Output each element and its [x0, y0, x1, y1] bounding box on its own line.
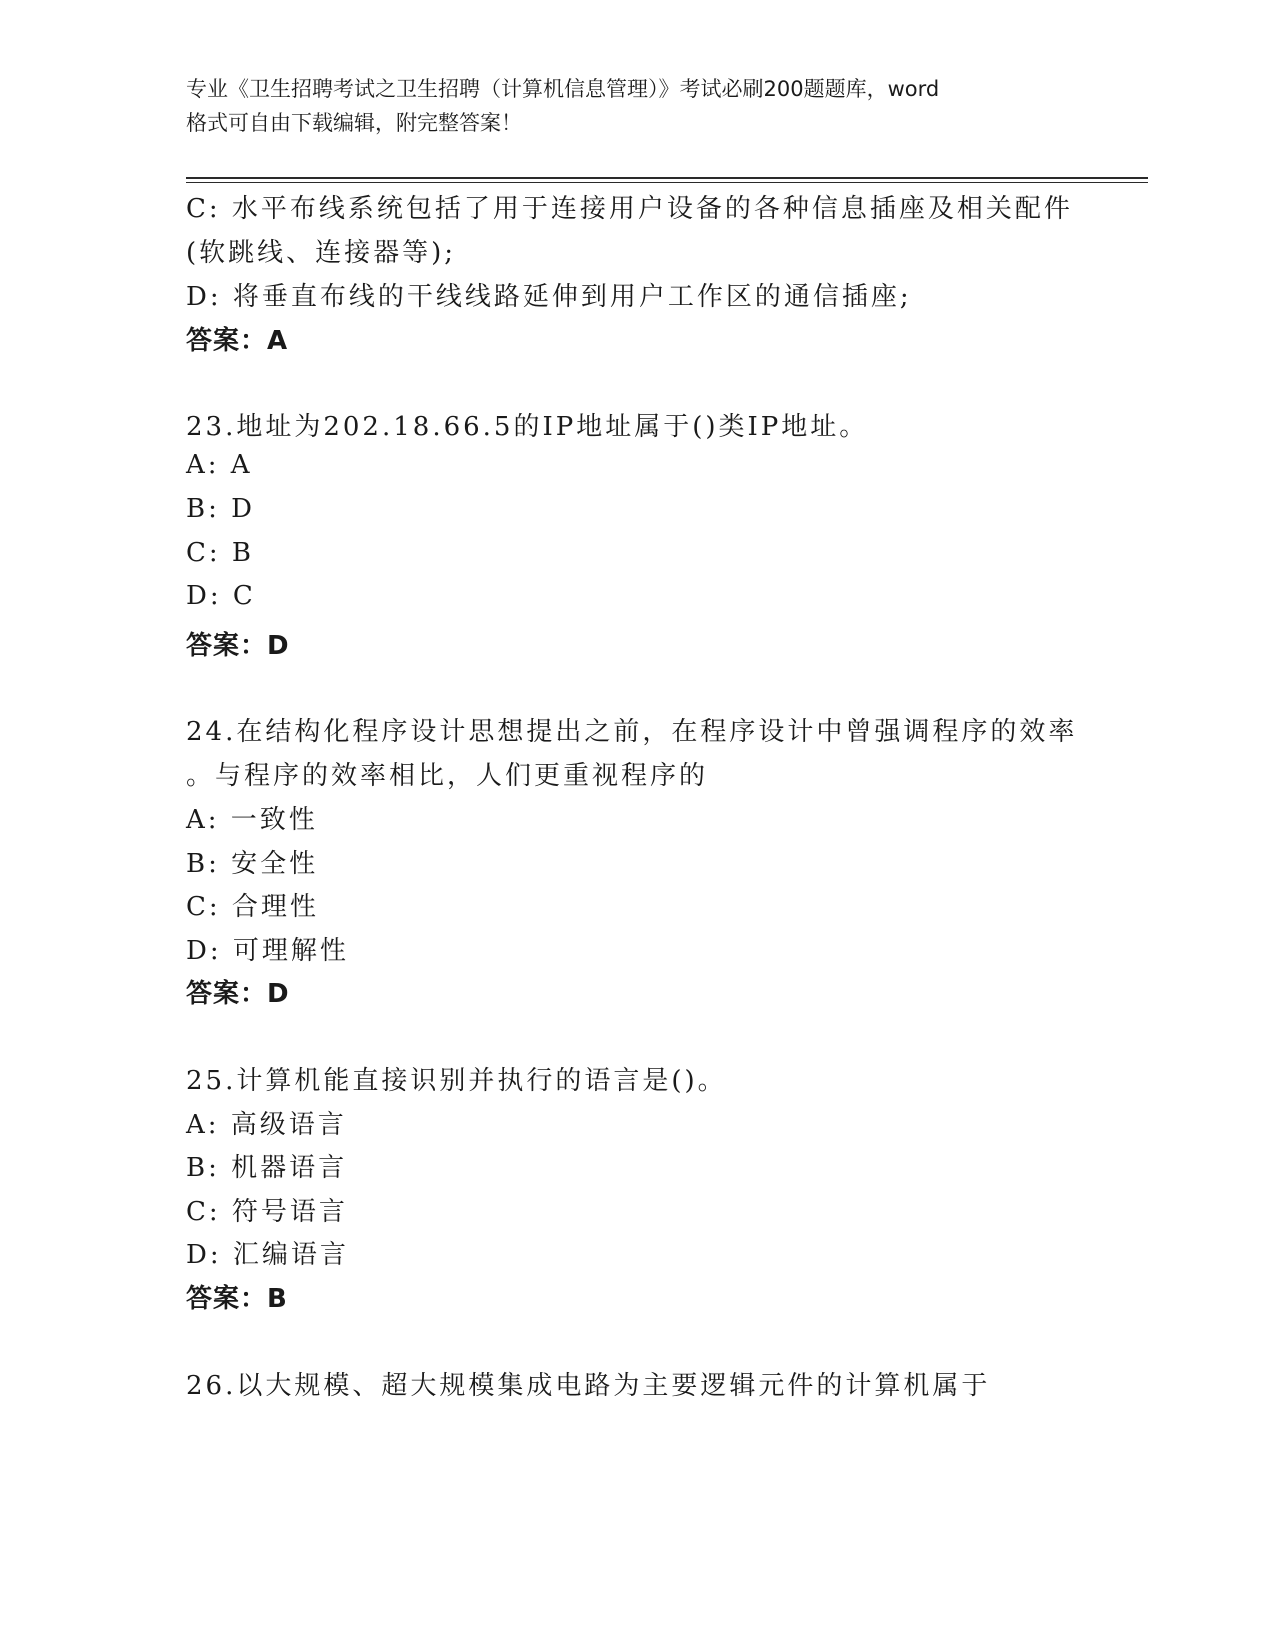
q23-option-c: C: B: [186, 538, 255, 568]
q23-option-d: D: C: [186, 581, 256, 611]
q25-option-d: D: 汇编语言: [186, 1240, 349, 1270]
q23-question: 23.地址为202.18.66.5的IP地址属于()类IP地址。: [186, 412, 869, 442]
q23-option-a: A: A: [186, 450, 253, 480]
q22-option-c-line1: C: 水平布线系统包括了用于连接用户设备的各种信息插座及相关配件: [186, 194, 1073, 224]
header-line-2: 格式可自由下载编辑，附完整答案！: [186, 111, 522, 135]
q22-answer: 答案：A: [186, 326, 289, 356]
q24-question-line2: 。与程序的效率相比，人们更重视程序的: [186, 761, 709, 791]
q25-answer: 答案：B: [186, 1284, 288, 1314]
q24-option-a: A: 一致性: [186, 805, 318, 835]
q24-question-line1: 24.在结构化程序设计思想提出之前，在程序设计中曾强调程序的效率: [186, 717, 1078, 747]
q26-question: 26.以大规模、超大规模集成电路为主要逻辑元件的计算机属于: [186, 1371, 991, 1401]
q25-option-c: C: 符号语言: [186, 1197, 348, 1227]
header-divider-thin: [186, 182, 1148, 183]
q25-option-b: B: 机器语言: [186, 1153, 348, 1183]
q24-answer: 答案：D: [186, 979, 290, 1009]
q24-option-d: D: 可理解性: [186, 936, 349, 966]
header-line-1: 专业《卫生招聘考试之卫生招聘（计算机信息管理）》考试必刷200题题库，word: [186, 77, 940, 101]
q22-option-d: D: 将垂直布线的干线线路延伸到用户工作区的通信插座;: [186, 282, 912, 312]
document-header: [186, 72, 1086, 140]
q24-option-b: B: 安全性: [186, 849, 319, 879]
q25-question: 25.计算机能直接识别并执行的语言是()。: [186, 1066, 727, 1096]
q23-answer: 答案：D: [186, 631, 290, 661]
q24-option-c: C: 合理性: [186, 892, 319, 922]
q22-option-c-line2: (软跳线、连接器等);: [186, 238, 457, 268]
q23-option-b: B: D: [186, 494, 255, 524]
header-divider-thick: [186, 177, 1148, 179]
q25-option-a: A: 高级语言: [186, 1110, 347, 1140]
